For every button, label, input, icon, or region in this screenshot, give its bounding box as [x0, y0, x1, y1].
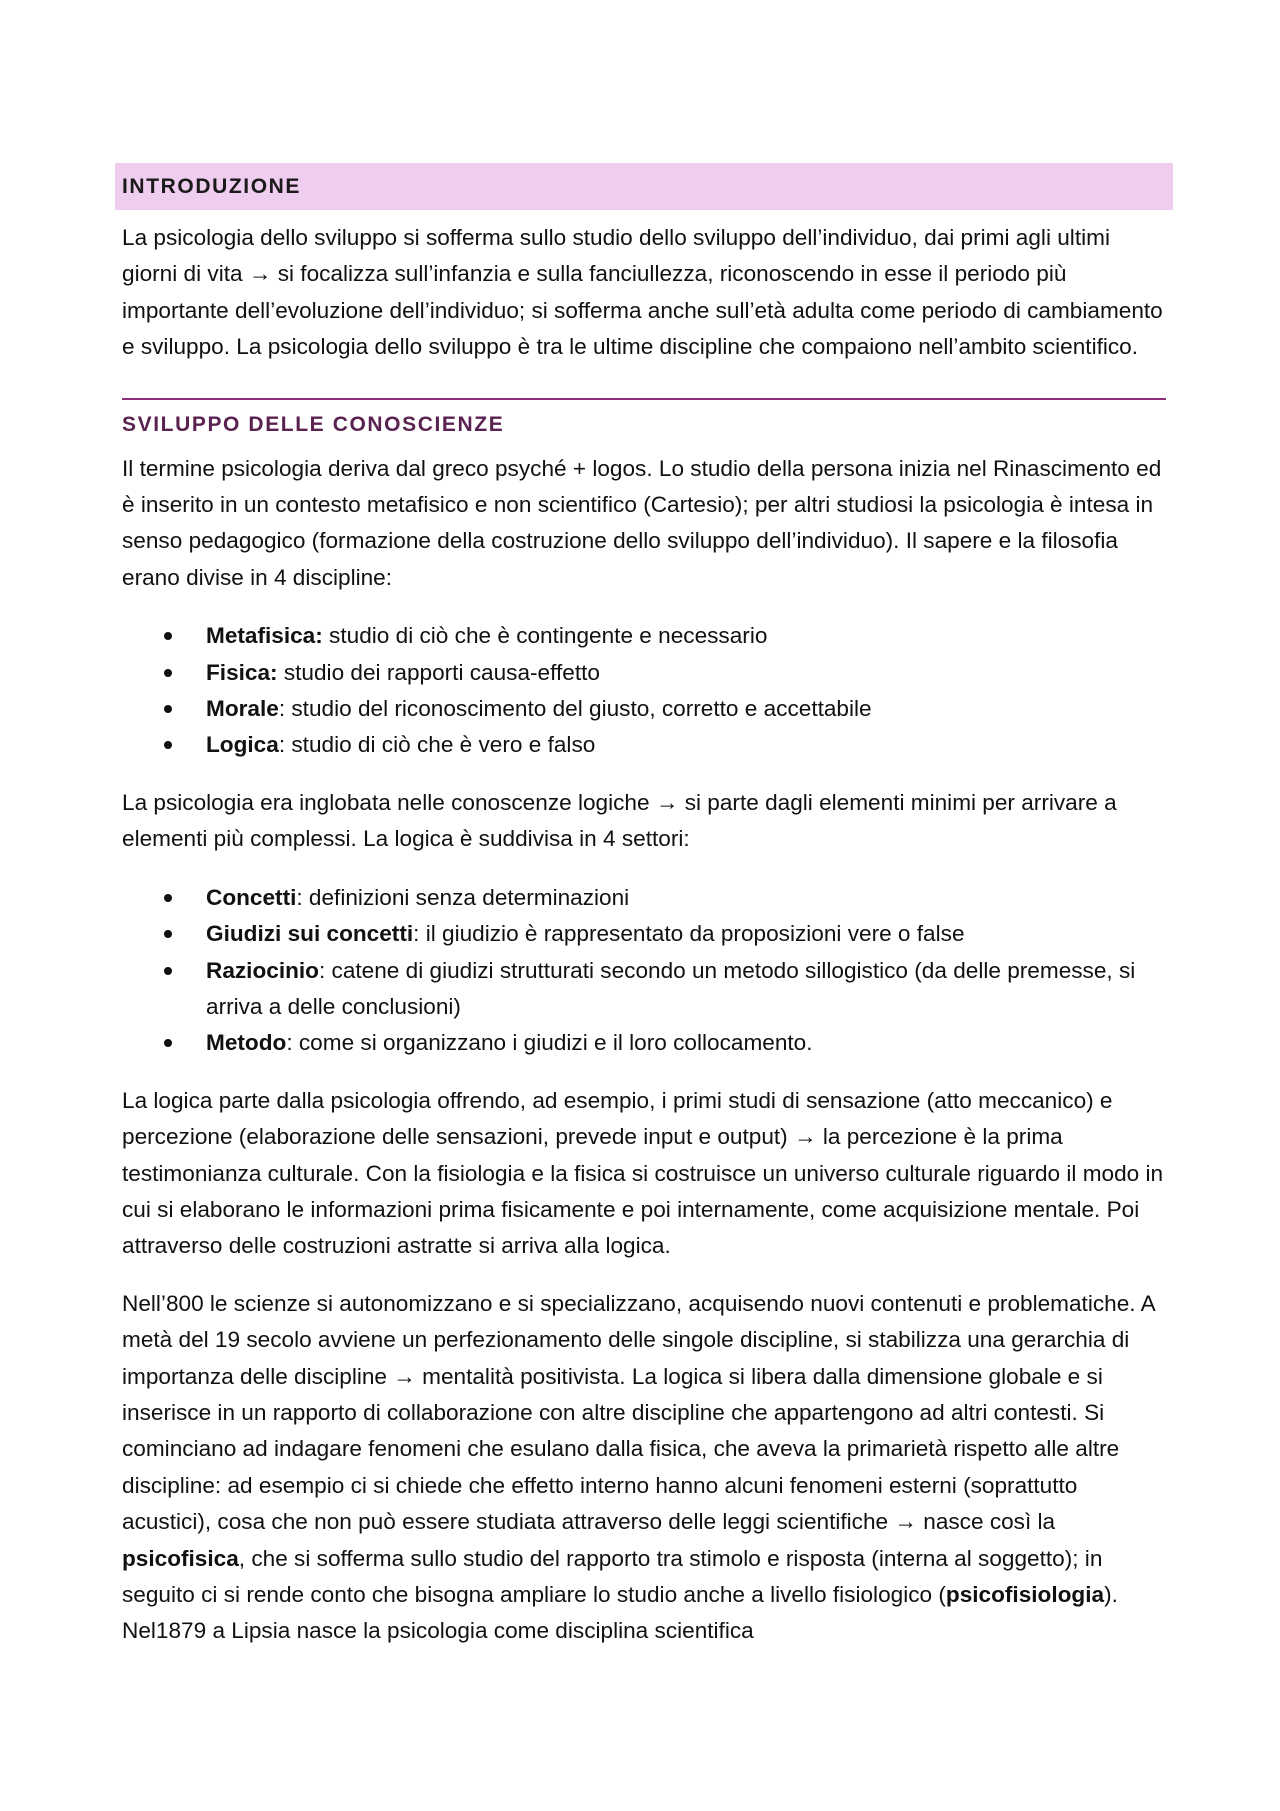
list-item — [122, 953, 1166, 1026]
bullet-icon — [164, 894, 172, 902]
list-item — [122, 655, 1166, 691]
list-item — [122, 727, 1166, 763]
paragraph-text: ). Nel1879 a Lipsia nasce la psicologia come disciplina scientifica — [122, 1582, 1118, 1644]
list-item-term: Morale — [206, 696, 279, 722]
knowledge-paragraph-1: Il termine psicologia deriva dal greco psyché + logos. Lo studio della persona inizia nel Rinascimento ed è inserito in un contesto metafisico e non scientifico (Cartesio); per altri studiosi la psicologia è intesa in senso pedagogico (formazione della costruzione dello sviluppo dell’individuo). Il sapere e la filosofia erano divise in 4 discipline: — [122, 455, 1162, 590]
list-item-term: Concetti — [206, 884, 297, 910]
list-item — [122, 1025, 1166, 1061]
bullet-icon — [164, 669, 172, 677]
list-item-term: Metodo — [206, 1030, 287, 1056]
section-divider — [122, 398, 1166, 400]
paragraph-text: Nell’800 le scienze si autonomizzano e si specializzano, acquisendo nuovi contenuti e problematiche. A metà del 19 secolo avviene un perfezionamento delle singole discipline, si stabilizza una gerarchia di importanza delle discipline → mentalità positivista. La logica si libera dalla dimensione globale e si inserisce in un rapporto di collaborazione con altre discipline che appartengono ad altri contesti. Si cominciano ad indagare fenomeni che esulano dalla fisica, che aveva la primarietà rispetto alle altre discipline: ad esempio ci si chiede che effetto interno hanno alcuni fenomeni esterni (soprattutto acustici), cosa che non può essere studiata attraverso delle leggi scientifiche → nasce così la — [122, 1290, 1155, 1535]
bullet-icon — [164, 741, 172, 749]
logic-sectors-list — [122, 880, 1166, 1062]
document-body — [122, 163, 1166, 1650]
list-item-text: : definizioni senza determinazioni — [296, 884, 630, 910]
list-item-text: : studio del riconoscimento del giusto, corretto e accettabile — [278, 696, 872, 722]
list-item — [122, 880, 1166, 916]
list-item-text: studio di ciò che è contingente e necessario — [322, 623, 768, 649]
list-item-term: Raziocinio — [206, 957, 319, 983]
knowledge-paragraph-2: La psicologia era inglobata nelle conoscenze logiche → si parte dagli elementi minimi per arrivare a elementi più complessi. La logica è suddivisa in 4 settori: — [122, 789, 1117, 852]
bullet-icon — [164, 967, 172, 975]
list-item-text: studio dei rapporti causa-effetto — [277, 659, 600, 685]
bullet-icon — [164, 1039, 172, 1047]
bullet-icon — [164, 632, 172, 640]
keyword-psicofisiologia: psicofisiologia — [945, 1582, 1105, 1607]
disciplines-list — [122, 618, 1166, 764]
knowledge-paragraph-3: La logica parte dalla psicologia offrendo, ad esempio, i primi studi di sensazione (atto meccanico) e percezione (elaborazione delle sensazioni, prevede input e output) → la percezione è la prima testimonianza culturale. Con la fisiologia e la fisica si costruisce un universo culturale riguardo il modo in cui si elaborano le informazioni prima fisicamente e poi internamente, come acquisizione mentale. Poi attraverso delle costruzioni astratte si arriva alla logica. — [122, 1087, 1164, 1259]
list-item-term: Metafisica: — [206, 623, 323, 649]
list-item-term: Logica — [206, 732, 279, 758]
list-item — [122, 618, 1166, 654]
list-item — [122, 691, 1166, 727]
list-item-text: : studio di ciò che è vero e falso — [278, 732, 596, 758]
bullet-icon — [164, 705, 172, 713]
list-item-term: Giudizi sui concetti — [206, 921, 414, 947]
keyword-psicofisica: psicofisica — [122, 1545, 239, 1571]
section-heading-introduzione: INTRODUZIONE — [115, 163, 1173, 210]
paragraph-text: , che si sofferma sullo studio del rapporto tra stimolo e risposta (interna al soggetto); in seguito ci si rende conto che bisogna ampliare lo studio anche a livello fisiologico ( — [122, 1545, 1103, 1607]
list-item-text: : il giudizio è rappresentato da proposizioni vere o false — [413, 921, 965, 947]
list-item-term: Fisica: — [206, 659, 278, 685]
intro-paragraph: La psicologia dello sviluppo si sofferma sullo studio dello sviluppo dell’individuo, dai primi agli ultimi giorni di vita → si focalizza sull’infanzia e sulla fanciullezza, riconoscendo in esse il periodo più importante dell’evoluzione dell’individuo; si sofferma anche sull’età adulta come periodo di cambiamento e sviluppo. La psicologia dello sviluppo è tra le ultime discipline che compaiono nell’ambito scientifico. — [122, 225, 1163, 360]
list-item — [122, 916, 1166, 952]
list-item-text: : come si organizzano i giudizi e il loro collocamento. — [286, 1030, 813, 1056]
knowledge-paragraph-4 — [122, 1286, 1166, 1650]
list-item-text: : catene di giudizi strutturati secondo un metodo sillogistico (da delle premesse, si arriva a delle conclusioni) — [206, 957, 1136, 1019]
bullet-icon — [164, 930, 172, 938]
section-heading-sviluppo-conoscienze: SVILUPPO DELLE CONOSCIENZE — [122, 412, 505, 436]
